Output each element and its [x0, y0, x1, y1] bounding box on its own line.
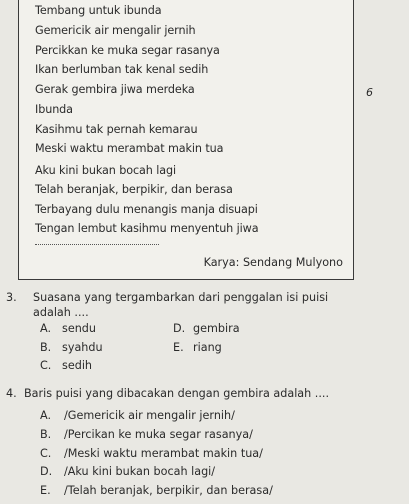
q3-option-c-text[interactable]: sedih: [62, 359, 93, 372]
q3-option-b-text[interactable]: syahdu: [62, 341, 103, 354]
q4-option-e-text[interactable]: /Telah beranjak, berpikir, dan berasa/: [64, 484, 273, 497]
q4-option-d-letter[interactable]: D.: [40, 465, 53, 478]
poem-line-10: Terbayang dulu menangis manja disuapi: [35, 203, 258, 216]
q3-option-a-letter[interactable]: A.: [40, 322, 52, 335]
dotted-divider: [35, 244, 159, 245]
page-mark: 6: [366, 86, 373, 99]
poem-box: [18, 0, 354, 280]
poem-line-3: Ikan berlumban tak kenal sedih: [35, 63, 209, 76]
question-3-number: 3.: [6, 291, 17, 304]
question-3-text-line2: adalah ....: [33, 306, 89, 319]
q4-option-a-text[interactable]: /Gemericik air mengalir jernih/: [64, 409, 235, 422]
question-4-number: 4.: [6, 387, 17, 400]
poem-line-1: Gemericik air mengalir jernih: [35, 24, 196, 37]
q4-option-c-text[interactable]: /Meski waktu merambat makin tua/: [64, 447, 263, 460]
q3-option-c-letter[interactable]: C.: [40, 359, 52, 372]
poem-line-8: Aku kini bukan bocah lagi: [35, 164, 177, 177]
poem-line-11: Tengan lembut kasihmu menyentuh jiwa: [35, 222, 259, 235]
q4-option-e-letter[interactable]: E.: [40, 484, 51, 497]
question-4-text: Baris puisi yang dibacakan dengan gembira adalah ....: [24, 387, 330, 400]
poem-line-2: Percikkan ke muka segar rasanya: [35, 44, 220, 57]
q3-option-d-text[interactable]: gembira: [193, 322, 240, 335]
poem-line-7: Meski waktu merambat makin tua: [35, 142, 224, 155]
poem-title: Tembang untuk ibunda: [35, 4, 162, 17]
q3-option-d-letter[interactable]: D.: [173, 322, 186, 335]
q4-option-d-text[interactable]: /Aku kini bukan bocah lagi/: [64, 465, 216, 478]
q4-option-a-letter[interactable]: A.: [40, 409, 52, 422]
q3-option-e-text[interactable]: riang: [193, 341, 222, 354]
question-3-text-line1: Suasana yang tergambarkan dari penggalan isi puisi: [33, 291, 329, 304]
q4-option-b-letter[interactable]: B.: [40, 428, 52, 441]
poem-line-6: Kasihmu tak pernah kemarau: [35, 123, 198, 136]
poem-line-5: Ibunda: [35, 103, 73, 116]
q3-option-a-text[interactable]: sendu: [62, 322, 96, 335]
q3-option-e-letter[interactable]: E.: [173, 341, 184, 354]
q4-option-b-text[interactable]: /Percikan ke muka segar rasanya/: [64, 428, 253, 441]
poem-line-9: Telah beranjak, berpikir, dan berasa: [35, 183, 233, 196]
q3-option-b-letter[interactable]: B.: [40, 341, 52, 354]
poem-line-4: Gerak gembira jiwa merdeka: [35, 83, 195, 96]
q4-option-c-letter[interactable]: C.: [40, 447, 52, 460]
poem-author: Karya: Sendang Mulyono: [203, 256, 343, 269]
